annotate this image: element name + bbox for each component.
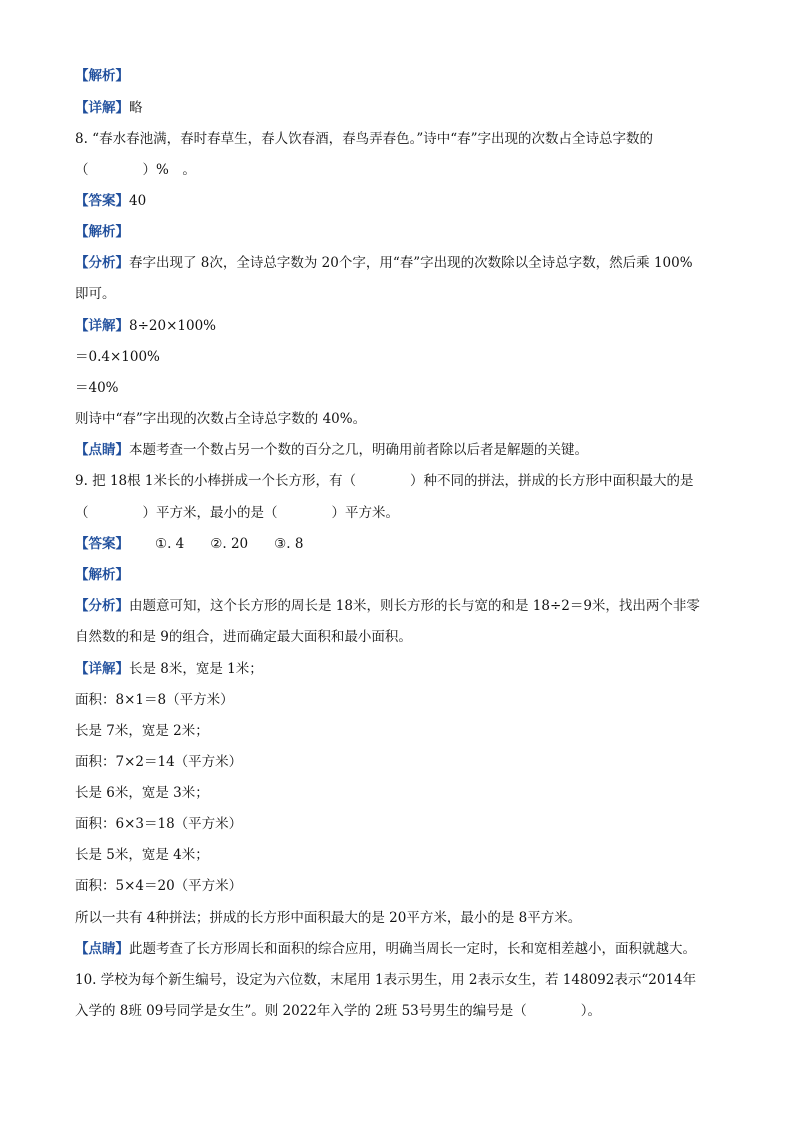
section-tag: 【点睛】	[75, 442, 129, 458]
line-text: （ ）平方米，最小的是（ ）平方米。	[75, 505, 399, 521]
line-8	[75, 284, 725, 304]
line-text: 面积：7×2＝14（平方米）	[75, 754, 243, 770]
line-text: 10. 学校为每个新生编号，设定为六位数，末尾用 1表示男生，用 2表示女生，若 148092表示“2014年	[75, 972, 697, 988]
line-text: 所以一共有 4种拼法；拼成的长方形中面积最大的是 20平方米，最小的是 8平方米。	[75, 910, 582, 926]
answer-line	[75, 191, 725, 211]
line-text: 面积：8×1＝8（平方米）	[75, 692, 234, 708]
question-8-line-1	[75, 129, 725, 149]
line-26	[75, 845, 725, 865]
line-1	[75, 66, 725, 86]
line-text: 略	[129, 100, 143, 116]
line-text: 即可。	[75, 286, 116, 302]
line-23	[75, 752, 725, 772]
comment-line	[75, 440, 725, 460]
line-text: 本题考查一个数占另一个数的百分之几，明确用前者除以后者是解题的关键。	[129, 442, 588, 458]
line-28	[75, 908, 725, 928]
line-text: 8÷20×100%	[129, 318, 216, 334]
detail-line	[75, 659, 725, 679]
line-2	[75, 98, 725, 118]
answer-2: ②. 20	[210, 536, 249, 552]
line-text: 由题意可知，这个长方形的周长是 18米，则长方形的长与宽的和是 18÷2＝9米，找出两个非零	[129, 598, 700, 614]
section-tag: 【点睛】	[75, 941, 129, 957]
section-tag: 【解析】	[75, 567, 129, 583]
analysis-line	[75, 596, 725, 616]
answer-line	[75, 534, 725, 554]
line-6	[75, 222, 725, 242]
section-tag: 【解析】	[75, 68, 129, 84]
line-text: 8. “春水春池满，春时春草生，春人饮春酒，春鸟弄春色。”诗中“春”字出现的次数占全诗总字数的	[75, 131, 654, 147]
line-21	[75, 690, 725, 710]
line-text: 面积：6×3＝18（平方米）	[75, 816, 243, 832]
analysis-line	[75, 253, 725, 273]
line-text: ＝40%	[75, 380, 119, 396]
line-17	[75, 565, 725, 585]
detail-line	[75, 316, 725, 336]
line-10	[75, 347, 725, 367]
question-10-line-1	[75, 970, 725, 990]
line-text: 长是 6米，宽是 3米；	[75, 785, 209, 801]
line-text: 春字出现了 8次，全诗总字数为 20个字，用“春”字出现的次数除以全诗总字数，然后乘 100%	[129, 255, 693, 271]
section-tag: 【分析】	[75, 255, 129, 271]
line-text: 9. 把 18根 1米长的小棒拼成一个长方形，有（ ）种不同的拼法，拼成的长方形中面积最大的是	[75, 473, 694, 489]
line-text: 此题考查了长方形周长和面积的综合应用，明确当周长一定时，长和宽相差越小，面积就越大。	[129, 941, 696, 957]
question-10-line-2	[75, 1001, 725, 1021]
answer-3: ③. 8	[274, 536, 304, 552]
comment-line	[75, 939, 725, 959]
line-25	[75, 814, 725, 834]
line-22	[75, 721, 725, 741]
line-11	[75, 378, 725, 398]
line-text: 面积：5×4＝20（平方米）	[75, 878, 243, 894]
line-text: （ ）% 。	[75, 162, 196, 178]
line-text: 长是 5米，宽是 4米；	[75, 847, 209, 863]
question-8-line-2	[75, 160, 725, 180]
line-text: 入学的 8班 09号同学是女生”。则 2022年入学的 2班 53号男生的编号是（ ）。	[75, 1003, 601, 1019]
line-12	[75, 409, 725, 429]
section-tag: 【答案】	[75, 193, 129, 209]
line-text: 自然数的和是 9的组合，进而确定最大面积和最小面积。	[75, 629, 412, 645]
section-tag: 【解析】	[75, 224, 129, 240]
line-text: 长是 7米，宽是 2米；	[75, 723, 209, 739]
line-text: 则诗中“春”字出现的次数占全诗总字数的 40%。	[75, 411, 367, 427]
section-tag: 【详解】	[75, 661, 129, 677]
question-9-line-1	[75, 471, 725, 491]
section-tag: 【答案】	[75, 536, 129, 552]
line-24	[75, 783, 725, 803]
section-tag: 【详解】	[75, 100, 129, 116]
answer-1: ①. 4	[155, 536, 185, 552]
section-tag: 【详解】	[75, 318, 129, 334]
line-text: ＝0.4×100%	[75, 349, 160, 365]
line-text: 40	[129, 193, 147, 209]
line-27	[75, 876, 725, 896]
question-9-line-2	[75, 503, 725, 523]
line-19	[75, 627, 725, 647]
line-text: 长是 8米，宽是 1米；	[129, 661, 263, 677]
section-tag: 【分析】	[75, 598, 129, 614]
